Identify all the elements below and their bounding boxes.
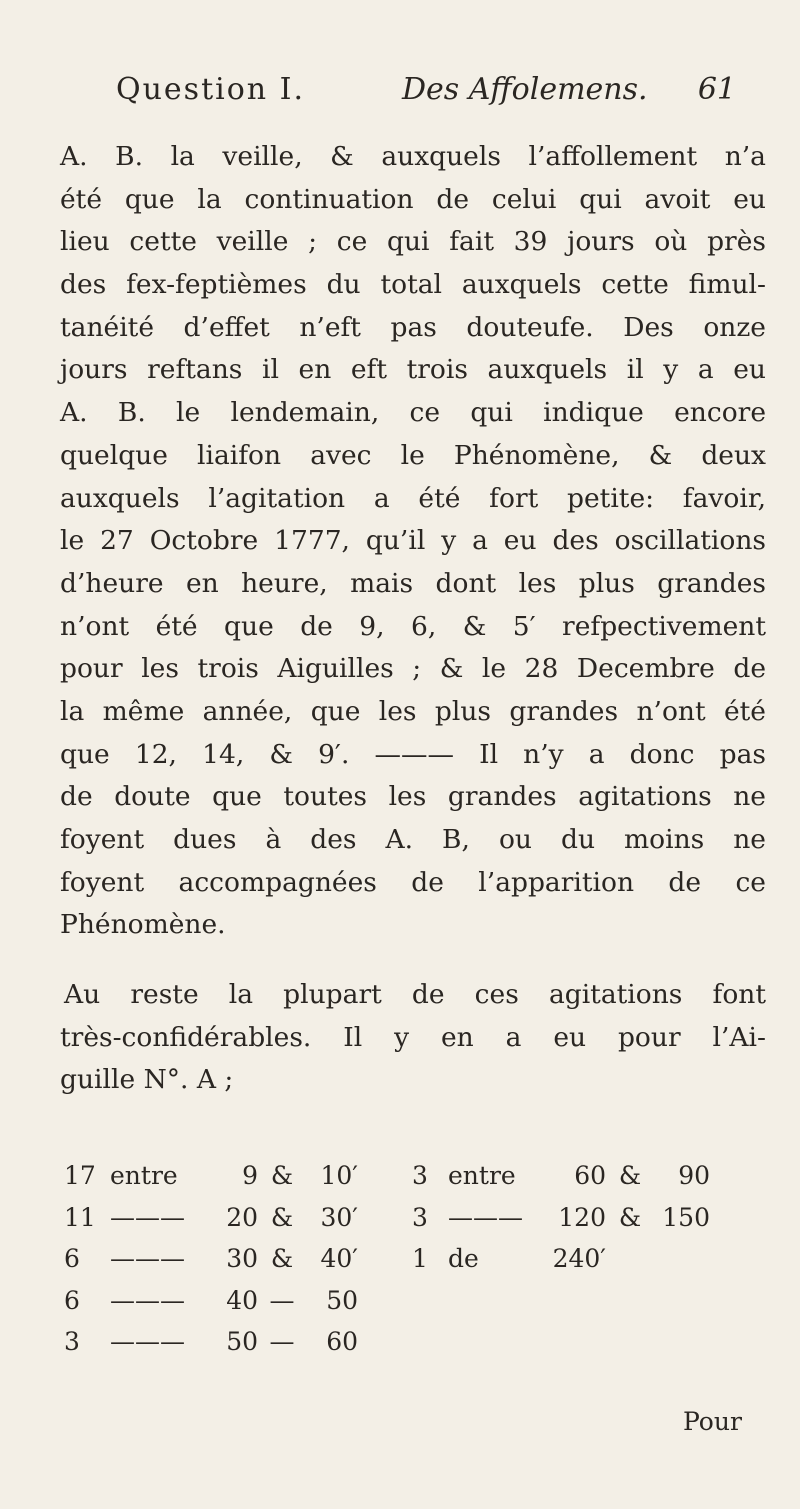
table-cell-count: 11 (64, 1202, 96, 1232)
table-cell-sep: & (270, 1161, 294, 1190)
table-cell-a: 60 (574, 1161, 606, 1190)
table-row (64, 1155, 384, 1197)
table-cell-sep: & (270, 1202, 294, 1232)
table-cell-b: 90 (678, 1161, 710, 1190)
text-line: quelque liaifon avec le Phénomène, & deux (60, 439, 766, 471)
table-cell-sep: & (270, 1244, 294, 1273)
text-line: de doute que toutes les grandes agitations ne (60, 781, 766, 813)
running-header (116, 70, 736, 120)
table-row (64, 1280, 384, 1322)
table-row (412, 1238, 752, 1280)
table-cell-a: 40 (226, 1285, 258, 1315)
table-cell-lead: ——— (110, 1327, 185, 1356)
table-right (412, 1155, 752, 1280)
text-line: A. B. le lendemain, ce qui indique encore (60, 397, 766, 429)
table-cell-count: 6 (64, 1244, 80, 1273)
table-cell-b: 150 (662, 1202, 710, 1232)
table-row (64, 1321, 384, 1363)
table-cell-a: 9 (242, 1161, 258, 1190)
table-cell-lead: entre (110, 1161, 178, 1190)
table-cell-b: 30′ (320, 1202, 358, 1232)
header-question: Question I. (116, 72, 306, 107)
table-cell-sep: — (269, 1327, 295, 1356)
paragraph-1 (60, 136, 766, 947)
paragraph-gap (60, 947, 766, 974)
table-cell-count: 17 (64, 1161, 96, 1190)
table-cell-sep: — (269, 1285, 295, 1315)
table-cell-lead: de (448, 1244, 479, 1273)
table-row (412, 1155, 752, 1197)
text-line: lieu cette veille ; ce qui fait 39 jours où près (60, 226, 766, 258)
text-line: foyent accompagnées de l’apparition de ce (60, 866, 766, 898)
table-cell-b: 60 (326, 1327, 358, 1356)
text-line: auxquels l’agitation a été fort petite: favoir, (60, 482, 766, 514)
table-cell-lead: ——— (448, 1202, 523, 1232)
table-cell-lead: ——— (110, 1202, 185, 1232)
table-cell-b: 10′ (320, 1161, 358, 1190)
table-cell-b: 40′ (320, 1244, 358, 1273)
text-line: été que la continuation de celui qui avoit eu (60, 183, 766, 215)
table-cell-a: 50 (226, 1327, 258, 1356)
text-line: pour les trois Aiguilles ; & le 28 Decembre de (60, 653, 766, 685)
table-cell-count: 3 (64, 1327, 80, 1356)
table-cell-a: 120 (558, 1202, 606, 1232)
table-left (64, 1155, 384, 1363)
text-line: d’heure en heure, mais dont les plus grandes (60, 567, 766, 599)
table-cell-a: 20 (226, 1202, 258, 1232)
header-title: Des Affolemens. (402, 72, 648, 107)
table-row (412, 1197, 752, 1239)
text-line: très-confidérables. Il y en a eu pour l’Ai- (60, 1021, 766, 1053)
text-line: A. B. la veille, & auxquels l’affollement n’a (60, 141, 766, 172)
paragraph-2 (60, 974, 766, 1102)
table-cell-count: 1 (412, 1244, 428, 1273)
table-cell-b: 50 (326, 1285, 358, 1315)
table-cell-sep: & (618, 1202, 642, 1232)
table-cell-lead: entre (448, 1161, 516, 1190)
table-cell-a: 240′ (552, 1244, 606, 1273)
table-cell-lead: ——— (110, 1285, 185, 1315)
text-line: Au reste la plupart de ces agitations font (64, 979, 766, 1011)
text-line: jours reftans il en eft trois auxquels il y a eu (60, 354, 766, 386)
table-cell-a: 30 (226, 1244, 258, 1273)
table-cell-count: 3 (412, 1202, 428, 1232)
text-line: foyent dues à des A. B, ou du moins ne (60, 824, 766, 855)
table-cell-count: 3 (412, 1161, 428, 1190)
text-line: guille N°. A ; (60, 1064, 234, 1096)
catchword: Pour (683, 1407, 742, 1436)
text-line: le 27 Octobre 1777, qu’il y a eu des oscillations (60, 525, 766, 557)
table-cell-sep: & (618, 1161, 642, 1190)
table-cell-count: 6 (64, 1285, 80, 1315)
text-line: des fex-feptièmes du total auxquels cette fimul- (60, 269, 766, 301)
text-line: tanéité d’effet n’eft pas douteufe. Des onze (60, 311, 766, 343)
body-text (60, 136, 766, 1102)
oscillation-tables (64, 1155, 754, 1405)
table-cell-lead: ——— (110, 1244, 185, 1273)
text-line: Phénomène. (60, 909, 226, 941)
text-line: la même année, que les plus grandes n’ont été (60, 695, 766, 727)
text-line: n’ont été que de 9, 6, & 5′ refpectivement (60, 610, 766, 642)
page-number: 61 (697, 72, 736, 107)
table-row (64, 1197, 384, 1239)
text-line: que 12, 14, & 9′. ——— Il n’y a donc pas (60, 738, 766, 770)
table-row (64, 1238, 384, 1280)
